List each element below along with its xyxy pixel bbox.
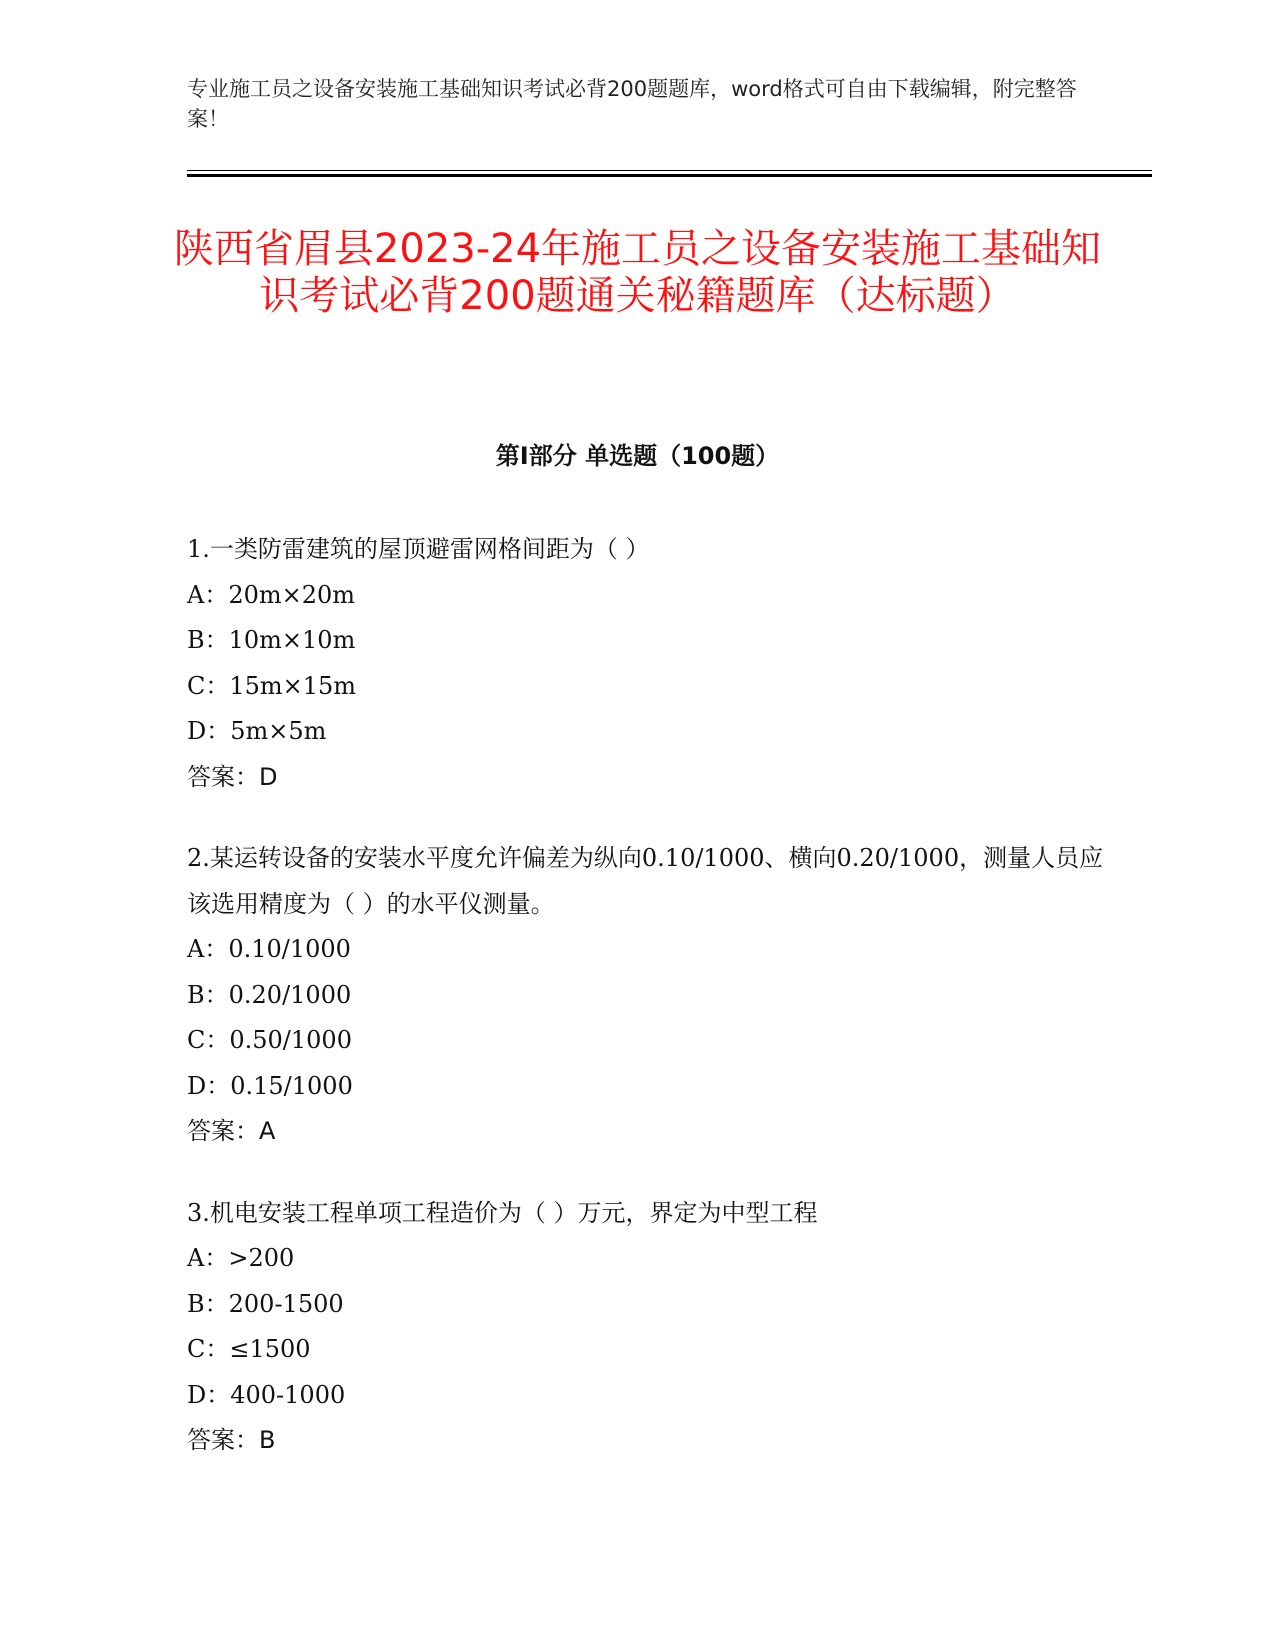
answer-line: 答案：B <box>187 1426 276 1454</box>
header-divider-thin <box>187 170 1152 171</box>
question-3 <box>187 1191 1107 1464</box>
header-note: 专业施工员之设备安装施工基础知识考试必背200题题库，word格式可自由下载编辑，附完整答案！ <box>187 77 1077 131</box>
option-b: B：200-1500 <box>187 1289 344 1318</box>
question-2 <box>187 836 1107 1155</box>
option-d: D：5m×5m <box>187 717 327 745</box>
option-a: A：0.10/1000 <box>187 935 351 963</box>
option-d: D：0.15/1000 <box>187 1071 353 1100</box>
question-list <box>187 527 1107 1500</box>
option-a: A：>200 <box>187 1244 295 1272</box>
option-d: D：400-1000 <box>187 1380 346 1409</box>
answer-line: 答案：A <box>187 1117 276 1145</box>
option-b: B：0.20/1000 <box>187 980 352 1009</box>
header-divider-thick <box>187 174 1152 177</box>
document-title: 陕西省眉县2023-24年施工员之设备安装施工基础知识考试必背200题通关秘籍题库（达标题） <box>173 226 1102 319</box>
option-b: B：10m×10m <box>187 626 356 654</box>
option-c: C：≤1500 <box>187 1335 311 1363</box>
question-stem: 2.某运转设备的安装水平度允许偏差为纵向0.10/1000、横向0.20/1000，测量人员应该选用精度为（ ）的水平仪测量。 <box>187 844 1104 918</box>
section-title: 第Ⅰ部分 单选题（100题） <box>495 442 780 470</box>
question-1 <box>187 527 1107 800</box>
question-stem: 1.一类防雷建筑的屋顶避雷网格间距为（ ） <box>187 535 650 563</box>
question-stem: 3.机电安装工程单项工程造价为（ ）万元，界定为中型工程 <box>187 1198 818 1227</box>
option-c: C：15m×15m <box>187 671 357 700</box>
answer-line: 答案：D <box>187 762 278 791</box>
option-c: C：0.50/1000 <box>187 1026 352 1054</box>
option-a: A：20m×20m <box>187 580 356 609</box>
